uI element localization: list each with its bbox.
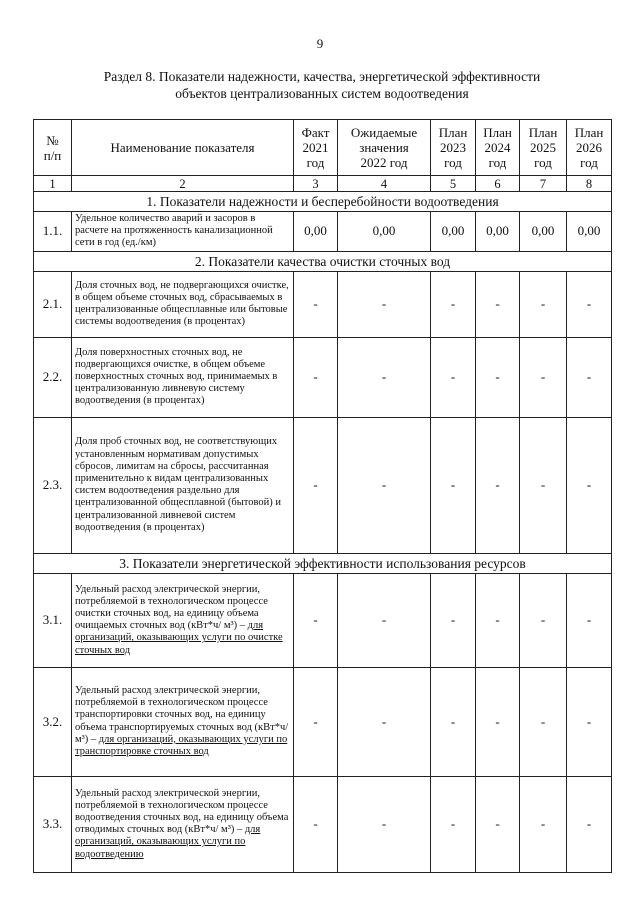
value-plan-2026: - — [567, 337, 612, 417]
row-number: 3.2. — [34, 667, 72, 776]
indicators-table — [33, 119, 612, 873]
column-number: 7 — [520, 176, 567, 192]
table-row-1-1 — [34, 212, 612, 252]
row-number: 2.3. — [34, 417, 72, 553]
section-row-quality — [34, 251, 612, 271]
section-row-energy — [34, 553, 612, 573]
value-expected-2022: - — [338, 417, 431, 553]
indicator-name-main: Удельный расход электрической энергии, потребляемой в технологическом процессе водоотведения сточных вод, на единицу объема отводимых сточных вод (кВт*ч/ м³) – — [75, 787, 289, 836]
indicator-name — [72, 776, 294, 872]
value-plan-2026: - — [567, 667, 612, 776]
value-plan-2024: - — [476, 573, 520, 667]
value-expected-2022: 0,00 — [338, 212, 431, 252]
value-plan-2024: - — [476, 337, 520, 417]
column-number: 3 — [294, 176, 338, 192]
row-number: 1.1. — [34, 212, 72, 252]
indicator-name: Доля проб сточных вод, не соответствующих установленным нормативам допустимых сбросов, лимитам на сбросы, рассчитанная применительно к видам централизованных систем водоотведения раздельно для централизованной общесплавной (бытовой) и централизованной ливневой систем водоотведения (в процентах) — [72, 417, 294, 553]
value-plan-2026: - — [567, 271, 612, 337]
section-heading: 3. Показатели энергетической эффективности использования ресурсов — [34, 553, 612, 573]
column-number: 8 — [567, 176, 612, 192]
value-expected-2022: - — [338, 776, 431, 872]
row-number: 3.1. — [34, 573, 72, 667]
value-plan-2026: 0,00 — [567, 212, 612, 252]
indicator-name-organization-note: для организаций, оказывающих услуги по очистке сточных вод — [75, 620, 283, 656]
indicator-name: Доля поверхностных сточных вод, не подвергающихся очистке, в общем объеме поверхностных сточных вод, принимаемых в централизованную ливневую систему водоотведения (в процентах) — [72, 337, 294, 417]
indicator-name: Удельное количество аварий и засоров в расчете на протяженность канализационной сети в год (ед./км) — [72, 212, 294, 252]
value-fact-2021: - — [294, 271, 338, 337]
column-number: 5 — [431, 176, 476, 192]
table-row-2-1 — [34, 271, 612, 337]
row-number: 2.1. — [34, 271, 72, 337]
value-fact-2021: - — [294, 667, 338, 776]
value-plan-2025: 0,00 — [520, 212, 567, 252]
value-plan-2023: - — [431, 667, 476, 776]
value-plan-2025: - — [520, 417, 567, 553]
value-plan-2024: - — [476, 667, 520, 776]
table-row-2-2 — [34, 337, 612, 417]
value-expected-2022: - — [338, 271, 431, 337]
title-line-2: объектов централизованных систем водоотведения — [175, 86, 469, 101]
indicator-name — [72, 667, 294, 776]
indicator-name-organization-note: для организаций, оказывающих услуги по транспортировке сточных вод — [75, 733, 288, 758]
value-expected-2022: - — [338, 573, 431, 667]
table-row-2-3 — [34, 417, 612, 553]
value-fact-2021: 0,00 — [294, 212, 338, 252]
header-name: Наименование показателя — [72, 120, 294, 176]
value-plan-2024: - — [476, 271, 520, 337]
table-row-3-1 — [34, 573, 612, 667]
value-fact-2021: - — [294, 573, 338, 667]
value-plan-2023: - — [431, 417, 476, 553]
value-plan-2026: - — [567, 417, 612, 553]
title-line-1: Раздел 8. Показатели надежности, качества, энергетической эффективности — [103, 69, 541, 84]
header-fact: Факт 2021 год — [294, 120, 338, 176]
value-plan-2025: - — [520, 337, 567, 417]
value-fact-2021: - — [294, 776, 338, 872]
value-plan-2026: - — [567, 573, 612, 667]
value-plan-2026: - — [567, 776, 612, 872]
header-plan-2024: План 2024 год — [476, 120, 520, 176]
value-plan-2025: - — [520, 667, 567, 776]
header-num: № п/п — [34, 120, 72, 176]
value-plan-2025: - — [520, 271, 567, 337]
header-row — [34, 120, 612, 176]
indicator-name: Доля сточных вод, не подвергающихся очистке, в общем объеме сточных вод, сбрасываемых в централизованные общесплавные или бытовые системы водоотведения (в процентах) — [72, 271, 294, 337]
indicator-name-main: Удельный расход электрической энергии, потребляемой в технологическом процессе транспортировки сточных вод, на единицу объема транспортируемых сточных вод (кВт*ч/ м³) – — [75, 685, 289, 745]
section-row-reliability — [34, 192, 612, 212]
value-plan-2024: - — [476, 776, 520, 872]
header-plan-2025: План 2025 год — [520, 120, 567, 176]
column-number: 6 — [476, 176, 520, 192]
value-fact-2021: - — [294, 337, 338, 417]
value-fact-2021: - — [294, 417, 338, 553]
value-expected-2022: - — [338, 337, 431, 417]
column-number: 4 — [338, 176, 431, 192]
column-number-row — [34, 176, 612, 192]
header-plan-2026: План 2026 год — [567, 120, 612, 176]
page-number: 9 — [316, 36, 324, 51]
column-number: 1 — [34, 176, 72, 192]
header-plan-2023: План 2023 год — [431, 120, 476, 176]
value-plan-2025: - — [520, 573, 567, 667]
section-heading: 2. Показатели качества очистки сточных вод — [34, 251, 612, 271]
section-heading: 1. Показатели надежности и бесперебойности водоотведения — [34, 192, 612, 212]
row-number: 3.3. — [34, 776, 72, 872]
value-plan-2023: - — [431, 573, 476, 667]
value-plan-2025: - — [520, 776, 567, 872]
row-number: 2.2. — [34, 337, 72, 417]
value-expected-2022: - — [338, 667, 431, 776]
section-title — [30, 68, 614, 102]
value-plan-2023: 0,00 — [431, 212, 476, 252]
value-plan-2023: - — [431, 271, 476, 337]
indicator-name — [72, 573, 294, 667]
table-row-3-3 — [34, 776, 612, 872]
value-plan-2023: - — [431, 776, 476, 872]
indicator-name-main: Удельный расход электрической энергии, потребляемой в технологическом процессе очистки сточных вод, на единицу объема очищаемых сточных вод (кВт*ч/ м³) – — [75, 583, 268, 632]
header-expected: Ожидаемые значения 2022 год — [338, 120, 431, 176]
indicator-name-organization-note: для организаций, оказывающих услуги по водоотведению — [75, 824, 261, 860]
value-plan-2024: - — [476, 417, 520, 553]
table-row-3-2 — [34, 667, 612, 776]
column-number: 2 — [72, 176, 294, 192]
value-plan-2024: 0,00 — [476, 212, 520, 252]
value-plan-2023: - — [431, 337, 476, 417]
